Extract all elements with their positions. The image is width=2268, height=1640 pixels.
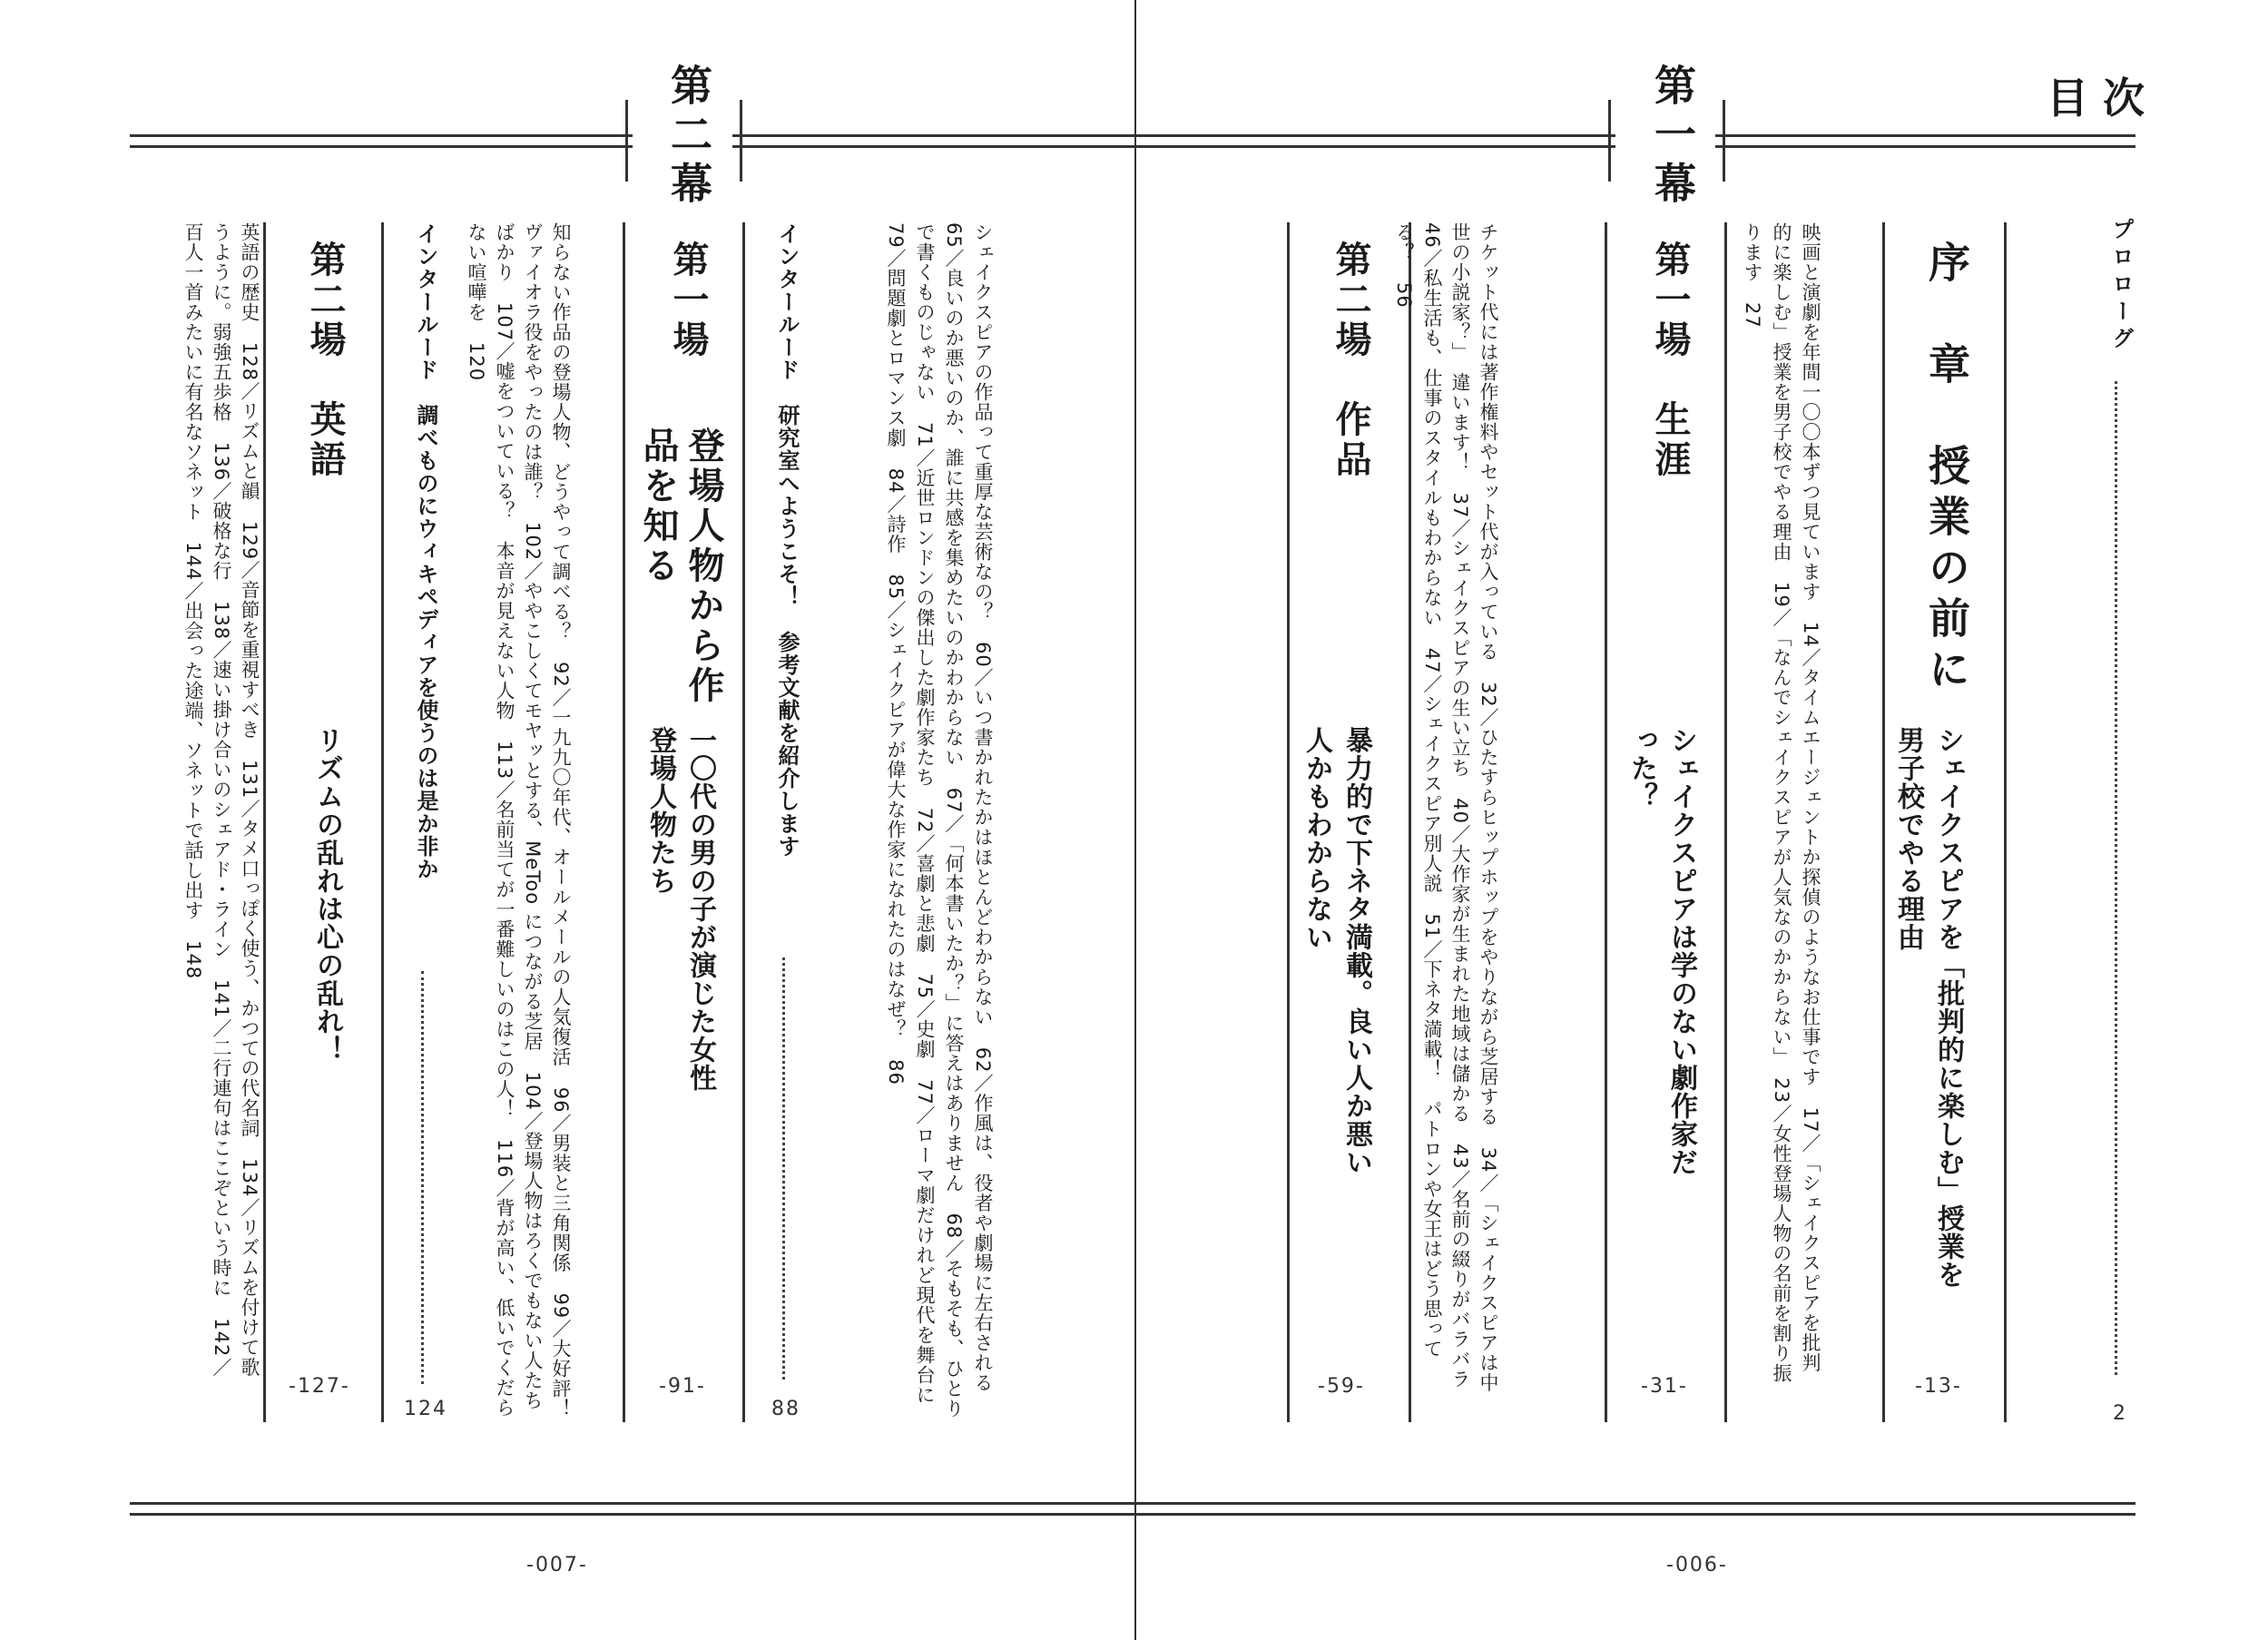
act-two-title: 第二幕: [664, 64, 713, 211]
scene1-page: -31-: [1641, 1375, 1688, 1398]
interlude1-leader: [782, 957, 785, 1380]
scene2-subtitle: 暴力的で下ネタ満載。良い人か悪い人かもわからない: [1301, 726, 1372, 1176]
scene1-items: チケット代には著作権料やセット代が入っている 32／ひたすらヒップホップをやりながら芝居する 34／「シェイクスピアは中世の小説家？」 違います！ 37／シェイクスピアの生い立ち 40／大作家が生まれた地域は儲かる 43／名前の綴りがバラバラ 46／私生活も、仕事のスタイルもわからない 47／シェイクスピア別人説 51／下ネタ満載！ パトロンや女王はどう思ってる？ 56: [1393, 222, 1499, 1409]
act2-scene1-page: -91-: [659, 1375, 706, 1398]
scene1-title: 第一場 生涯: [1649, 241, 1691, 480]
scene2-page: -59-: [1318, 1375, 1365, 1398]
interlude2-page: 124: [404, 1398, 447, 1420]
interlude1-page: 88: [771, 1398, 800, 1420]
bottom-rule: [130, 1502, 2135, 1505]
prologue-label: プロローグ: [2108, 218, 2134, 354]
folio-left: -007-: [526, 1554, 588, 1576]
jomaku-page: -13-: [1915, 1375, 1962, 1398]
act-bracket: [740, 100, 742, 182]
act-one-title: 第一幕: [1648, 64, 1697, 211]
act2-scene2-page: -127-: [289, 1375, 350, 1398]
act2-scene1-title: 第一場: [667, 241, 709, 360]
interlude2-leader: [421, 971, 424, 1384]
section-divider: [742, 222, 745, 1422]
toc-title: 目次: [2047, 74, 2159, 123]
act2-scene2-subtitle: リズムの乱れは心の乱れ！: [311, 726, 343, 1064]
act2-scene1-subtitle: 一〇代の男の子が演じた女性登場人物たち: [644, 726, 716, 1092]
folio-right: -006-: [1666, 1554, 1728, 1576]
prologue-leader: [2115, 381, 2117, 1375]
act1-scene2-items: シェイクスピアの作品って重厚な芸術なの？ 60／いつ書かれたかはほとんどわからない 62／作風は、役者や劇場に左右される 65／良いのか悪いのか、誰に共感を集めたいのかわからない 67／「何本書いたか？」に答えはありません 68／そもそも、ひとりで書くものじゃない 71／近世ロンドンの傑出した劇作家たち 72／喜劇と悲劇 75／史劇 77／ローマ劇だけれど現代を舞台に 79／問題劇とロマンス劇 84／詩作 85／シェイクピアが偉大な作家になれたのはなぜ？ 86: [885, 222, 994, 1425]
act2-scene2-title: 第二場 英語: [304, 241, 346, 480]
jomaku-subtitle: シェイクスピアを「批判的に楽しむ」授業を男子校でやる理由: [1892, 726, 1964, 1289]
prologue-page: 2: [2113, 1402, 2127, 1425]
section-divider: [1287, 222, 1290, 1422]
section-divider: [623, 222, 625, 1422]
act-bracket: [625, 100, 628, 182]
scene1-subtitle: シェイクスピアは学のない劇作家だった？: [1625, 726, 1697, 1176]
bottom-rule: [130, 1513, 2135, 1516]
act2-scene1-items: 知らない作品の登場人物、どうやって調べる？ 92／一九九〇年代、オールメールの人気復活 96／男装と三角関係 99／大好評！ ヴァイオラ役をやったのは誰？ 102／ややこしくてモヤッとする、MeToo につながる芝居 104／登場人物はろくでもない人たちばかり 107／嘘をついている？ 本音が見えない人物 113／名前当てが一番難しいのはこの人！ 116／背が高い、低いでくだらない喧嘩を 120: [466, 222, 572, 1439]
interlude1-label: インタールード 研究室へようこそ！ 参考文献を紹介します: [774, 222, 800, 858]
interlude2-label: インタールード 調べものにウィキペディアを使うのは是か非か: [413, 222, 438, 880]
book-spine: [1134, 0, 1136, 1640]
jomaku-items: 映画と演劇を年間一〇〇本ずつ見ています 14／タイムエージェントか探偵のようなお仕事です 17／「シェイクスピアを批判的に楽しむ」授業を男子校でやる理由 19／「なんでシェイクスピアが人気なのかからない」 23／女性登場人物の名前を割り振ります 27: [1742, 222, 1821, 1383]
section-divider: [263, 222, 266, 1422]
act-bracket: [1723, 100, 1725, 182]
scene2-title: 第二場 作品: [1330, 241, 1371, 480]
section-divider: [2004, 222, 2007, 1422]
act2-scene2-items: 英語の歴史 128／リズムと韻 129／音節を重視すべき 131／タメ口っぽく使う、かつての代名詞 134／リズムを付けて歌うように。弱強五歩格 136／破格な行 138／速い掛け合いのシェアド・ライン 141／二行連句はここぞという時に 142／百人一首みたいに有名なソネット 144／出会った途端、ソネットで話し出す 148: [182, 222, 260, 1378]
section-divider: [1882, 222, 1885, 1422]
jomaku-title: 序 章 授業の前に: [1922, 241, 1971, 698]
act2-scene1-title-main: 登場人物から作品を知る: [637, 427, 724, 706]
act-bracket: [1608, 100, 1611, 182]
